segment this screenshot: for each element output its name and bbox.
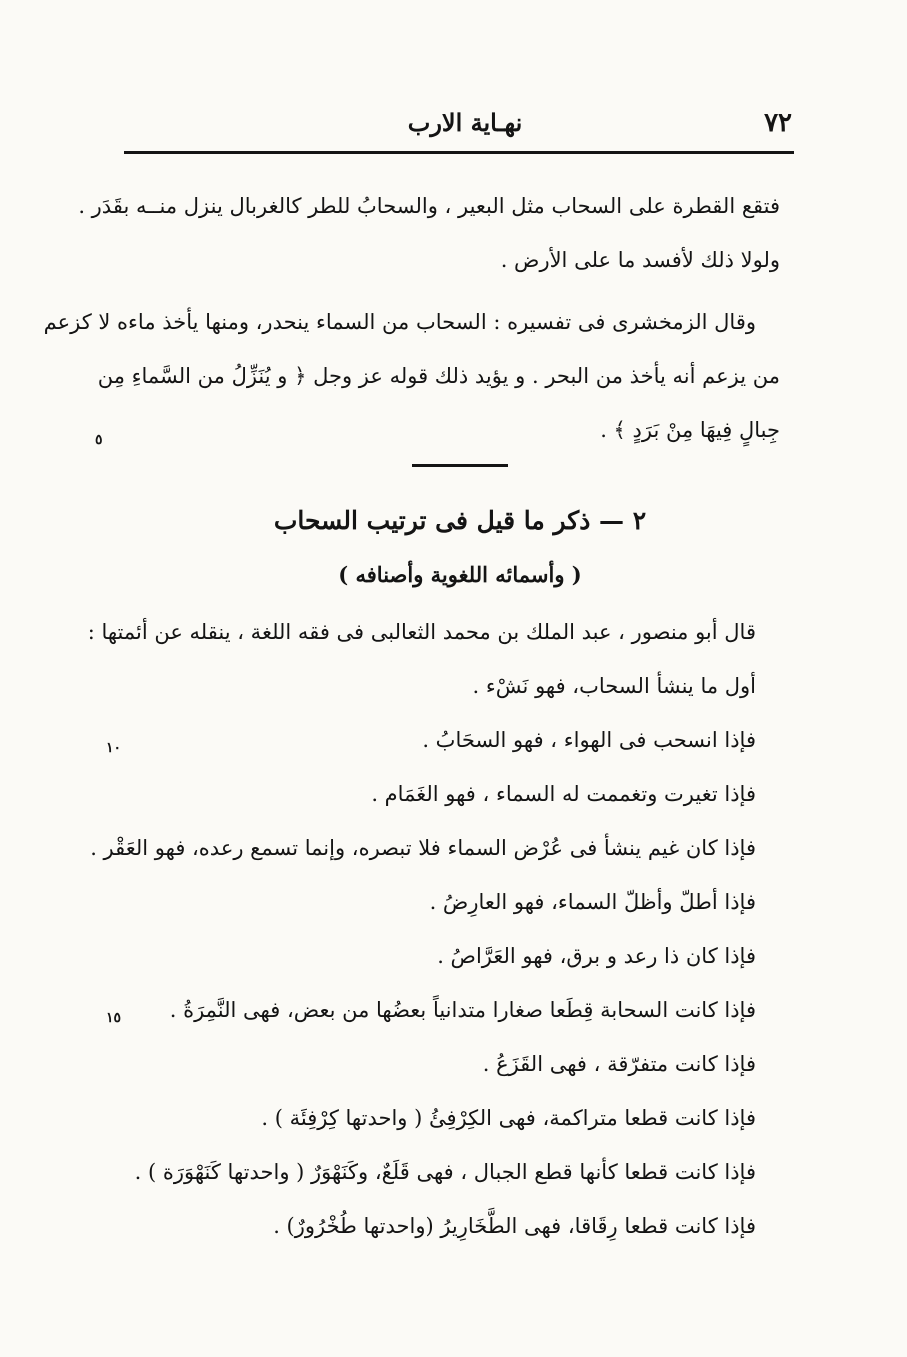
margin-number-5: ٥ <box>95 432 103 448</box>
entry-line: فإذا كانت السحابة قِطَعا صغارا متدانياً بعضُها من بعض، فهى النَّمِرَةُ . <box>169 998 756 1022</box>
section-subheading: ( وأسمائه اللغوية وأصنافه ) <box>338 562 582 587</box>
paragraph-2-line-2: من يزعم أنه يأخذ من البحر . و يؤيد ذلك قوله عز وجل ﴿ و يُنَزِّلُ من السَّماءِ مِن <box>97 364 780 388</box>
running-title: نهـاية الارب <box>407 108 523 137</box>
entry-line: فإذا كانت قطعا متراكمة، فهى الكِرْفِئُ ( واحدتها كِرْفِئَة ) . <box>261 1106 756 1130</box>
page-number: ٧٢ <box>764 108 792 138</box>
paragraph-2-line-1: وقال الزمخشرى فى تفسيره : السحاب من السماء ينحدر، ومنها يأخذ ماءه لا كزعم <box>43 310 756 334</box>
paragraph-2-line-3: جِبالٍ فِيهَا مِنْ بَرَدٍ ﴾ . <box>600 418 780 442</box>
entry-line: فإذا كانت متفرّقة ، فهى القَزَعُ . <box>482 1052 756 1076</box>
margin-number-10: ١٠ <box>106 740 122 756</box>
paragraph-1-line-2: ولولا ذلك لأفسد ما على الأرض . <box>500 248 780 272</box>
header-rule <box>124 151 794 154</box>
entry-line: فإذا كان ذا رعد و برق، فهو العَرَّاصُ . <box>437 944 756 968</box>
section-heading: ٢ — ذكر ما قيل فى ترتيب السحاب <box>273 506 647 535</box>
margin-number-15: ١٥ <box>106 1010 122 1026</box>
section-separator <box>412 464 508 467</box>
entry-line: فإذا كانت قطعا رِقَاقا، فهى الطَّخَارِيرُ (واحدتها طُخْرُورٌ) . <box>273 1214 756 1238</box>
entry-line: فإذا تغيرت وتغممت له السماء ، فهو الغَمَام . <box>371 782 756 806</box>
paragraph-1-line-1: فتقع القطرة على السحاب مثل البعير ، والسحابُ للطر كالغربال ينزل منــه بقَدَر . <box>78 194 780 218</box>
entry-line: فإذا كان غيم ينشأ فى عُرْض السماء فلا تبصره، وإنما تسمع رعده، فهو العَقْر . <box>90 836 756 860</box>
entry-line: فإذا انسحب فى الهواء ، فهو السحَابُ . <box>422 728 756 752</box>
entry-line: فإذا أطلّ وأظلّ السماء، فهو العارِضُ . <box>429 890 756 914</box>
entry-line: فإذا كانت قطعا كأنها قطع الجبال ، فهى قَلَعٌ، وكَنَهْوَرٌ ( واحدتها كَنَهْوَرَة ) . <box>134 1160 756 1184</box>
entries-intro: قال أبو منصور ، عبد الملك بن محمد الثعالبى فى فقه اللغة ، ينقله عن أئمتها : <box>87 620 756 644</box>
entry-line: أول ما ينشأ السحاب، فهو نَشْء . <box>472 674 756 698</box>
